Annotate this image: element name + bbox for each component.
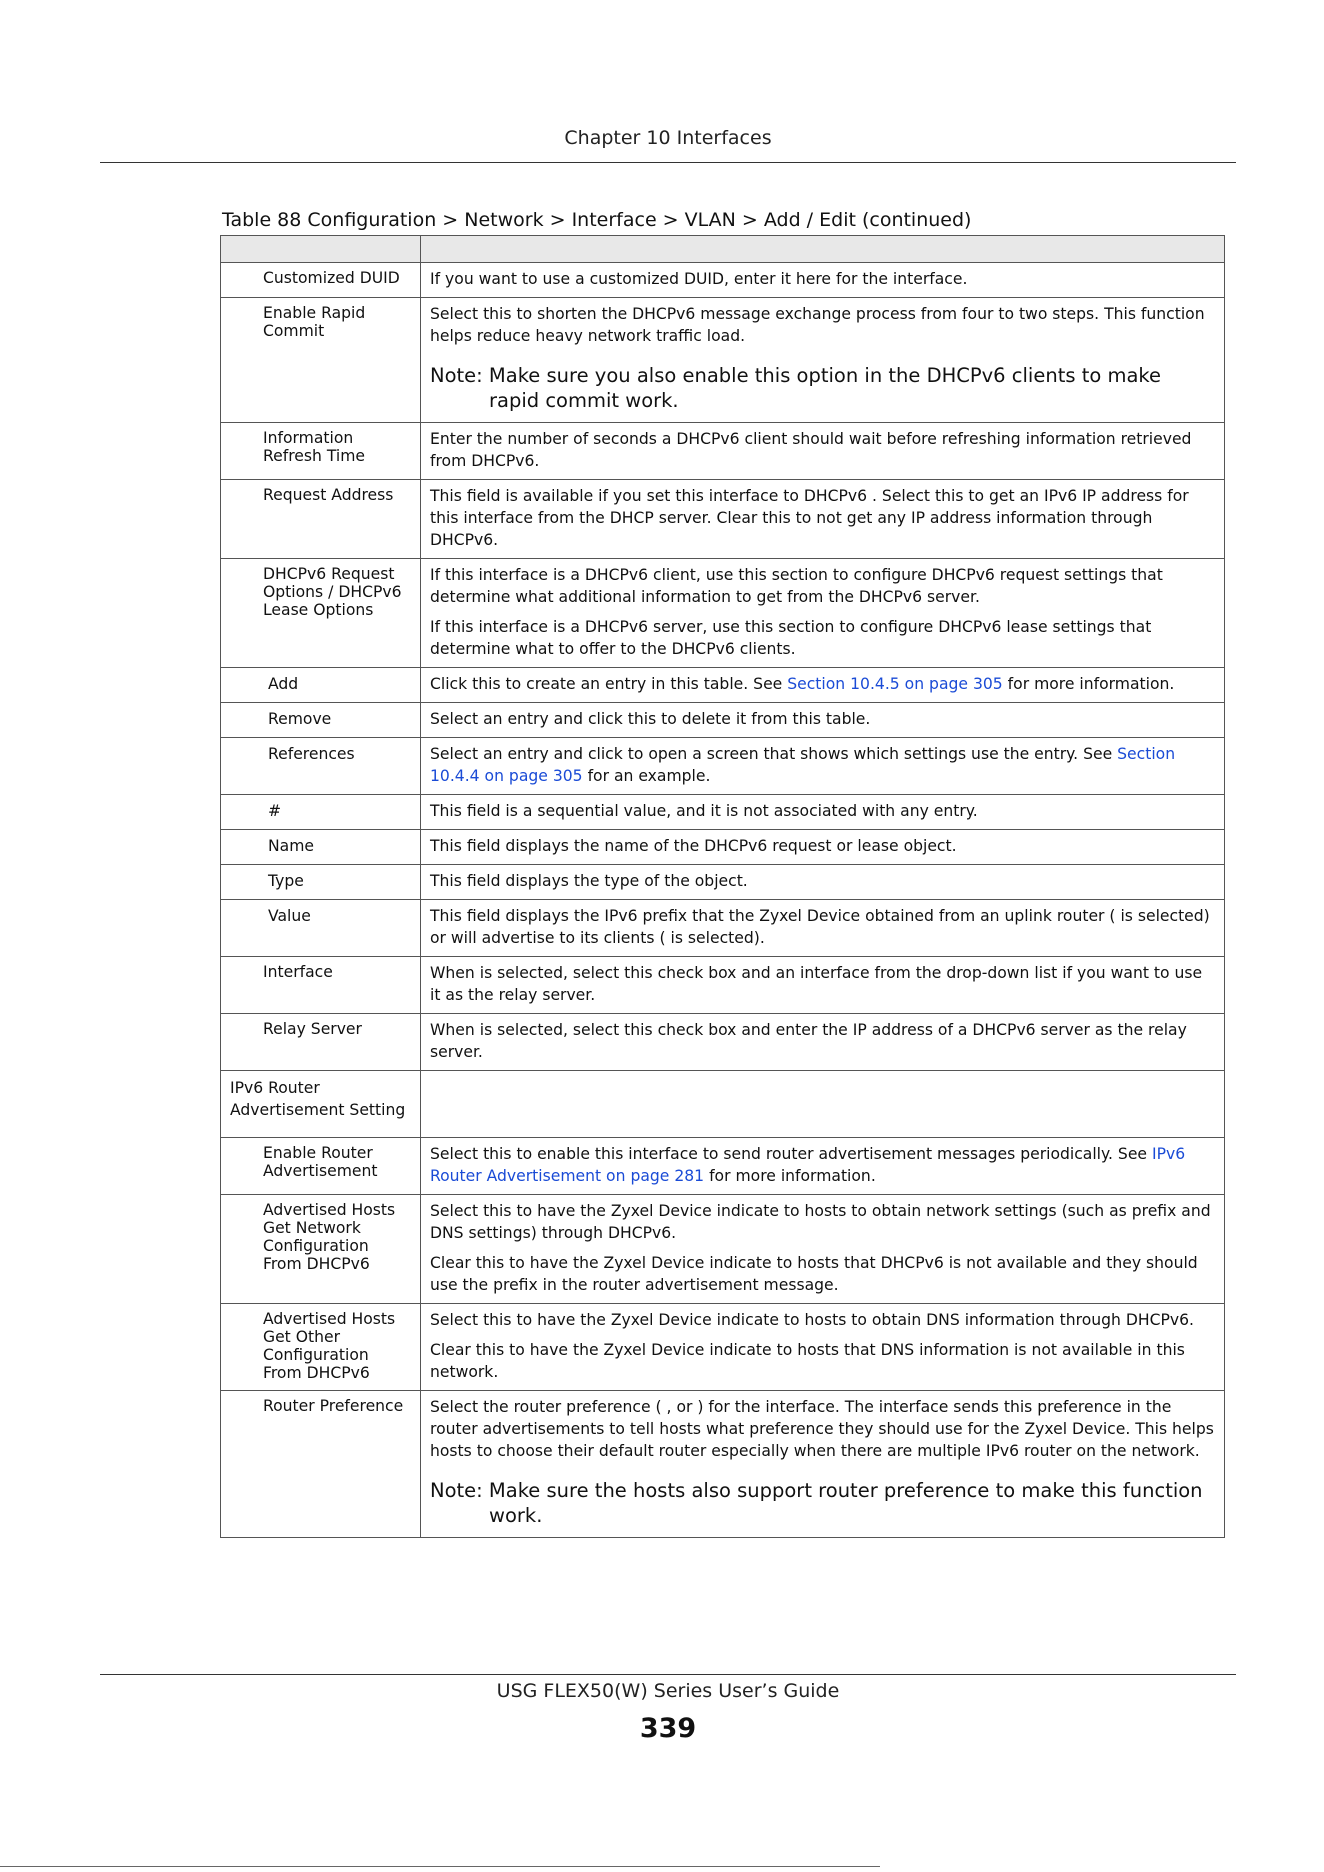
field-description	[421, 900, 1225, 957]
table-row	[221, 263, 1225, 298]
table-row	[221, 1391, 1225, 1538]
field-label: Interface	[221, 957, 421, 1014]
description-text: This field displays the IPv6 prefix that the Zyxel Device obtained from an uplink router ( is selected) or will advertise to its clients ( is selected).	[430, 907, 1210, 947]
description-text: When is selected, select this check box and enter the IP address of a DHCPv6 server as the relay server.	[430, 1021, 1187, 1061]
description-paragraph	[430, 800, 1216, 822]
table-row	[221, 1014, 1225, 1071]
field-description	[421, 1391, 1225, 1538]
table-header-row	[221, 236, 1225, 263]
footer-divider	[100, 1674, 1236, 1675]
table-title: Table 88 Configuration > Network > Interface > VLAN > Add / Edit (continued)	[222, 209, 972, 231]
description-paragraph	[430, 564, 1216, 608]
field-label: Remove	[221, 703, 421, 738]
table-row	[221, 298, 1225, 423]
field-description	[421, 1014, 1225, 1071]
note-text: Note: Make sure the hosts also support router preference to make this function work.	[430, 1479, 1203, 1527]
description-text: for more information.	[704, 1167, 876, 1185]
description-paragraph	[430, 485, 1216, 551]
header-cell-label	[221, 236, 421, 263]
table-row	[221, 830, 1225, 865]
description-paragraph	[430, 1143, 1216, 1187]
table-row	[221, 738, 1225, 795]
field-label: Relay Server	[221, 1014, 421, 1071]
table-row	[221, 1071, 1225, 1138]
field-description	[421, 738, 1225, 795]
field-label: Advertised Hosts Get Other Configuration From DHCPv6	[221, 1304, 421, 1391]
guide-title: USG FLEX50(W) Series User’s Guide	[496, 1680, 840, 1702]
field-description	[421, 668, 1225, 703]
field-description	[421, 298, 1225, 423]
chapter-header: Chapter 10 Interfaces	[564, 127, 772, 149]
field-description	[421, 1071, 1225, 1138]
table-row	[221, 795, 1225, 830]
table-row	[221, 668, 1225, 703]
field-label: DHCPv6 Request Options / DHCPv6 Lease Options	[221, 559, 421, 668]
table-row	[221, 957, 1225, 1014]
cross-reference-link[interactable]: Section 10.4.4 on page 305	[430, 745, 1176, 785]
description-paragraph	[430, 835, 1216, 857]
description-text: Select the router preference ( , or ) for the interface. The interface sends this preference in the router advertisements to tell hosts what preference they should use for the Zyxel Device. This helps hosts to choose their default router especially when there are multiple IPv6 router on the network.	[430, 1398, 1214, 1460]
description-paragraph	[430, 1019, 1216, 1063]
bottom-divider	[0, 1866, 880, 1867]
description-paragraph	[430, 673, 1216, 695]
description-text: When is selected, select this check box and an interface from the drop-down list if you want to use it as the relay server.	[430, 964, 1203, 1004]
description-text: Select an entry and click this to delete it from this table.	[430, 710, 871, 728]
description-paragraph	[430, 708, 1216, 730]
field-description	[421, 1138, 1225, 1195]
description-paragraph	[430, 962, 1216, 1006]
field-label: IPv6 Router Advertisement Setting	[221, 1071, 421, 1138]
field-description	[421, 559, 1225, 668]
page-number: 339	[639, 1713, 697, 1744]
description-text: If this interface is a DHCPv6 client, use this section to configure DHCPv6 request settings that determine what additional information to get from the DHCPv6 server.	[430, 566, 1163, 606]
field-description	[421, 703, 1225, 738]
description-paragraph	[430, 1396, 1216, 1462]
field-description	[421, 423, 1225, 480]
field-label: Enable Router Advertisement	[221, 1138, 421, 1195]
description-paragraph	[430, 1309, 1216, 1331]
field-description	[421, 263, 1225, 298]
description-text: Select this to have the Zyxel Device indicate to hosts to obtain DNS information through DHCPv6.	[430, 1311, 1195, 1329]
header-cell-description	[421, 236, 1225, 263]
header-divider	[100, 162, 1236, 163]
field-description	[421, 957, 1225, 1014]
description-text: for more information.	[1002, 675, 1175, 693]
table-row	[221, 423, 1225, 480]
description-paragraph	[430, 1200, 1216, 1244]
field-label: Information Refresh Time	[221, 423, 421, 480]
field-description	[421, 1195, 1225, 1304]
field-description	[421, 1304, 1225, 1391]
description-text: Select this to shorten the DHCPv6 message exchange process from four to two steps. This function helps reduce heavy network traffic load.	[430, 305, 1205, 345]
cross-reference-link[interactable]: IPv6 Router Advertisement on page 281	[430, 1145, 1186, 1185]
description-text: If you want to use a customized DUID, enter it here for the interface.	[430, 270, 968, 288]
field-label: References	[221, 738, 421, 795]
description-text: Clear this to have the Zyxel Device indicate to hosts that DHCPv6 is not available and they should use the prefix in the router advertisement message.	[430, 1254, 1198, 1294]
description-paragraph	[430, 870, 1216, 892]
description-text: This field displays the name of the DHCPv6 request or lease object.	[430, 837, 957, 855]
description-text: Select this to have the Zyxel Device indicate to hosts to obtain network settings (such as prefix and DNS settings) through DHCPv6.	[430, 1202, 1211, 1242]
description-text: This field is available if you set this interface to DHCPv6 . Select this to get an IPv6 IP address for this interface from the DHCP server. Clear this to not get any IP address information through DHCPv6.	[430, 487, 1189, 549]
description-text: This field displays the type of the object.	[430, 872, 748, 890]
field-label: Type	[221, 865, 421, 900]
description-paragraph	[430, 1339, 1216, 1383]
table-row	[221, 1304, 1225, 1391]
table-row	[221, 865, 1225, 900]
description-text: Select this to enable this interface to send router advertisement messages periodically. See	[430, 1145, 1152, 1163]
field-label: Advertised Hosts Get Network Configuration From DHCPv6	[221, 1195, 421, 1304]
field-description	[421, 795, 1225, 830]
field-label: Add	[221, 668, 421, 703]
config-table	[220, 235, 1225, 1538]
field-label: Router Preference	[221, 1391, 421, 1538]
description-text: Clear this to have the Zyxel Device indicate to hosts that DNS information is not available in this network.	[430, 1341, 1185, 1381]
field-description	[421, 865, 1225, 900]
description-text: Enter the number of seconds a DHCPv6 client should wait before refreshing information retrieved from DHCPv6.	[430, 430, 1192, 470]
description-text: Select an entry and click to open a screen that shows which settings use the entry. See	[430, 745, 1118, 763]
description-paragraph	[430, 268, 1216, 290]
field-label: Customized DUID	[221, 263, 421, 298]
description-paragraph	[430, 428, 1216, 472]
table-row	[221, 900, 1225, 957]
field-label: Enable Rapid Commit	[221, 298, 421, 423]
field-label: Request Address	[221, 480, 421, 559]
description-text: This field is a sequential value, and it is not associated with any entry.	[430, 802, 978, 820]
table-row	[221, 703, 1225, 738]
description-paragraph	[430, 905, 1216, 949]
description-text: for an example.	[582, 767, 711, 785]
table-row	[221, 1138, 1225, 1195]
description-paragraph	[430, 1252, 1216, 1296]
field-label: Name	[221, 830, 421, 865]
description-text: If this interface is a DHCPv6 server, use this section to configure DHCPv6 lease settings that determine what to offer to the DHCPv6 clients.	[430, 618, 1152, 658]
field-label: Value	[221, 900, 421, 957]
description-paragraph	[430, 303, 1216, 347]
table-row	[221, 1195, 1225, 1304]
field-description	[421, 480, 1225, 559]
description-paragraph	[430, 743, 1216, 787]
description-text: Click this to create an entry in this table. See	[430, 675, 788, 693]
description-paragraph	[430, 616, 1216, 660]
field-label: #	[221, 795, 421, 830]
cross-reference-link[interactable]: Section 10.4.5 on page 305	[787, 675, 1003, 693]
table-row	[221, 559, 1225, 668]
field-description	[421, 830, 1225, 865]
table-row	[221, 480, 1225, 559]
note-text: Note: Make sure you also enable this option in the DHCPv6 clients to make rapid commit work.	[430, 364, 1162, 412]
